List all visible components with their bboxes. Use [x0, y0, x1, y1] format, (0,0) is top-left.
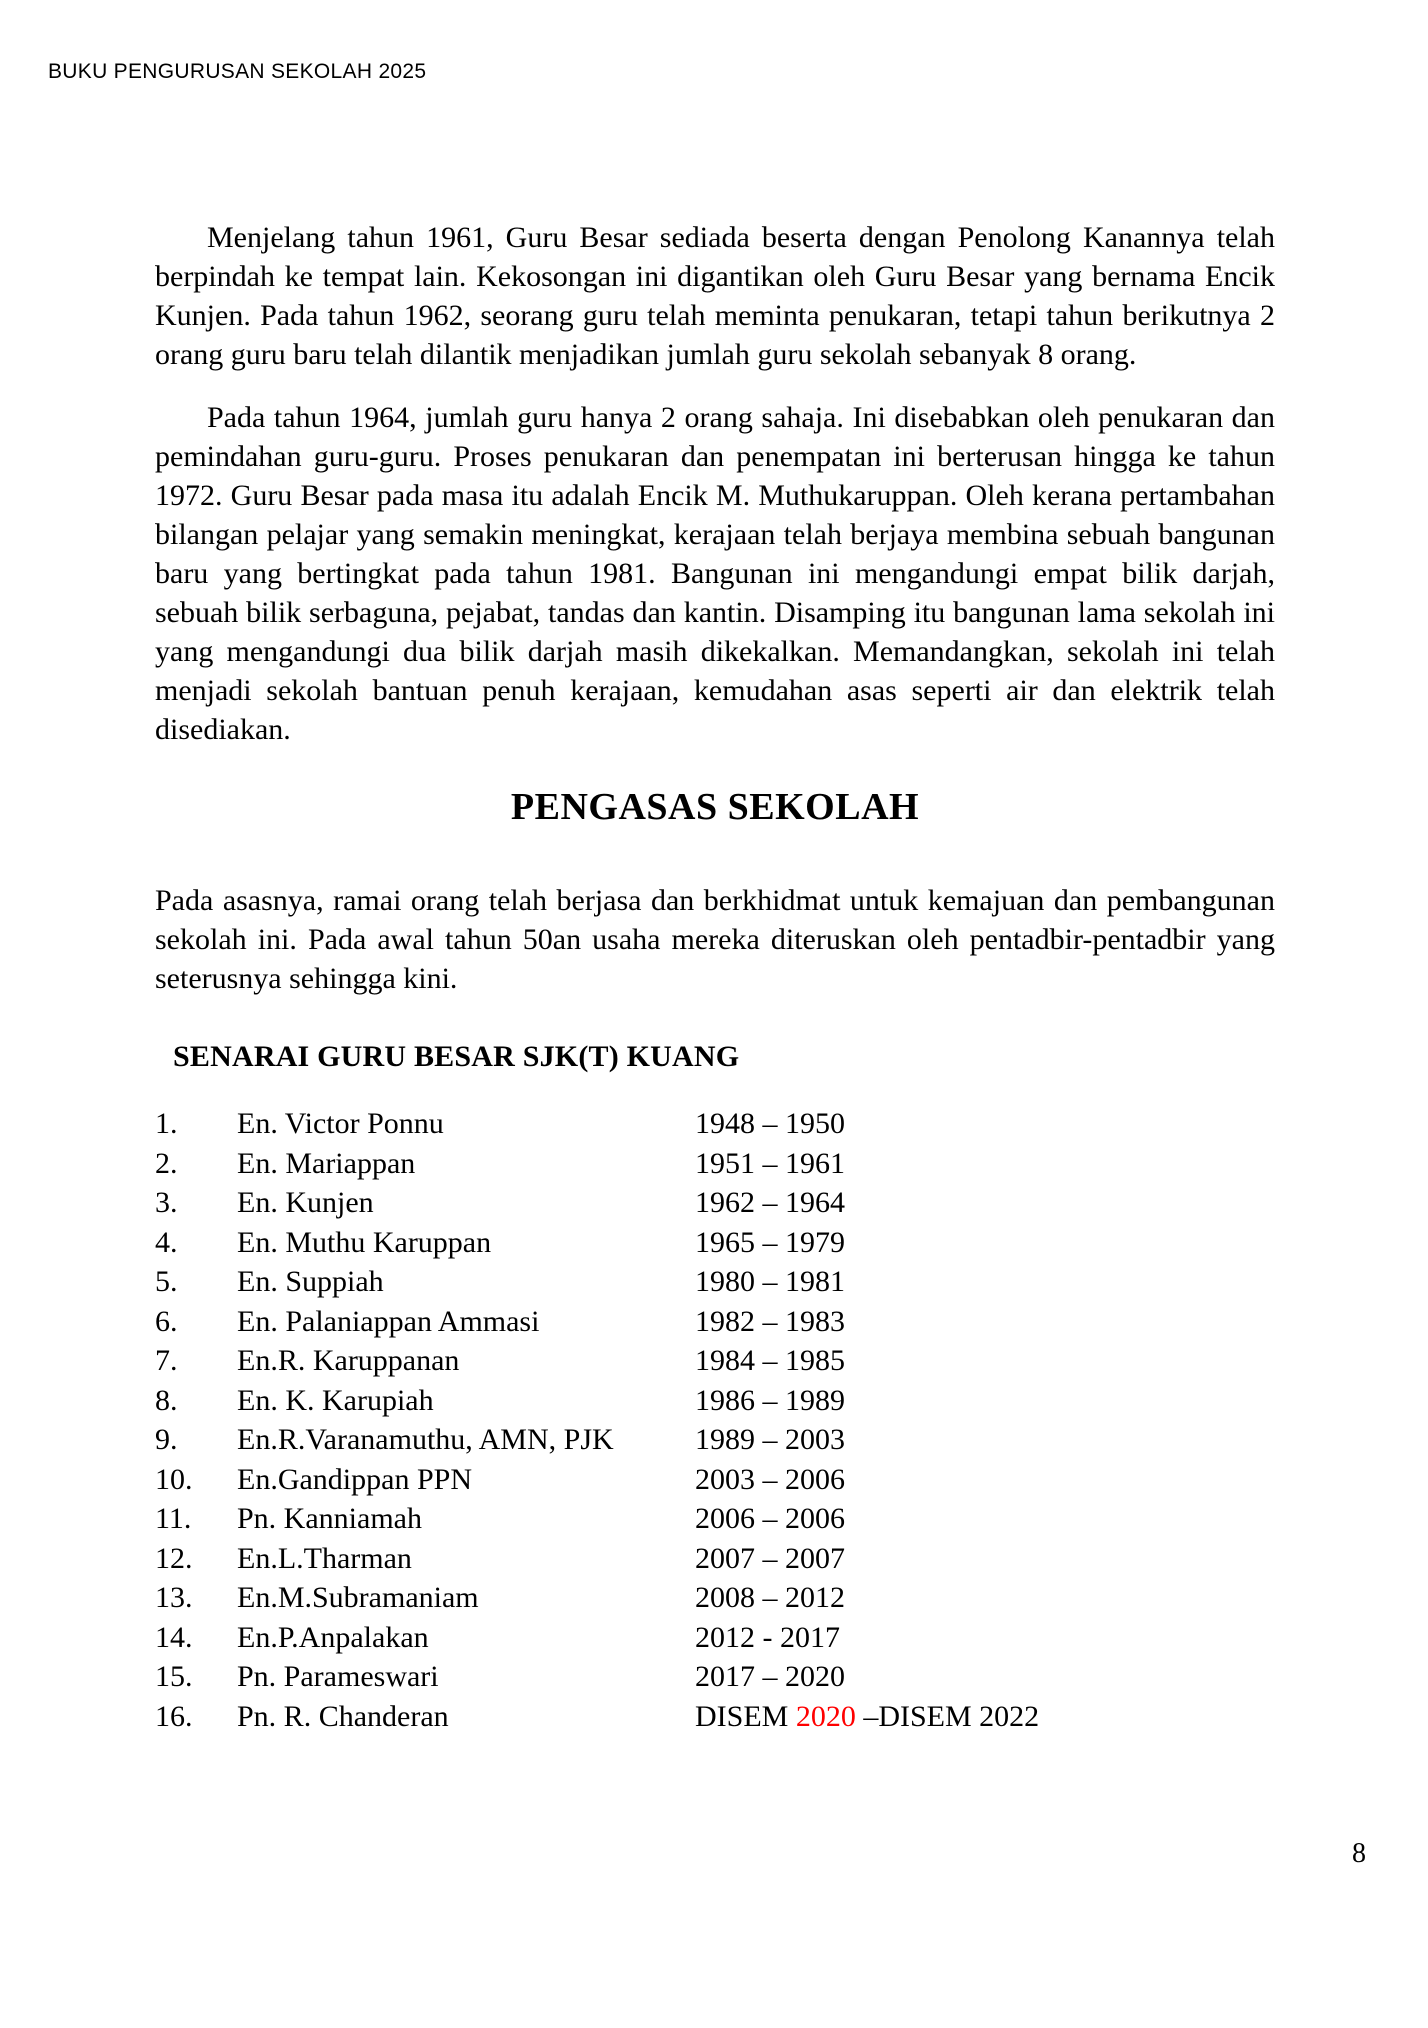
roster-row-name: En.P.Anpalakan	[237, 1620, 429, 1654]
table-row	[155, 1697, 1275, 1737]
headmaster-roster-table	[155, 1104, 1275, 1736]
roster-row-index: 4.	[155, 1225, 178, 1259]
roster-row-years: 1965 – 1979	[695, 1225, 845, 1259]
body-paragraph-1: Menjelang tahun 1961, Guru Besar sediada beserta dengan Penolong Kanannya telah berpindah ke tempat lain. Kekosongan ini digantikan oleh Guru Besar yang bernama Encik Kunjen. Pada tahun 1962, seorang guru telah meminta penukaran, tetapi tahun berikutnya 2 orang guru baru telah dilantik menjadikan jumlah guru sekolah sebanyak 8 orang.	[155, 221, 1275, 371]
table-row	[155, 1104, 1275, 1144]
roster-row-years: 2017 – 2020	[695, 1660, 845, 1693]
table-row	[155, 1144, 1275, 1184]
roster-row-years: 1948 – 1950	[695, 1107, 845, 1140]
table-row	[155, 1539, 1275, 1579]
roster-row-index: 3.	[155, 1186, 178, 1219]
roster-row-name: En.Gandippan PPN	[237, 1462, 472, 1496]
roster-row-years: 1962 – 1964	[695, 1186, 845, 1219]
roster-row-years: 1982 – 1983	[695, 1304, 845, 1338]
roster-row-years: 1986 – 1989	[695, 1383, 845, 1417]
roster-row-name: En. Kunjen	[237, 1186, 374, 1219]
roster-row-years: 1951 – 1961	[695, 1146, 845, 1180]
table-row	[155, 1262, 1275, 1302]
table-row	[155, 1223, 1275, 1263]
page-content	[155, 218, 1275, 1736]
roster-row-index: 15.	[155, 1660, 193, 1693]
roster-row-name: En.M.Subramaniam	[237, 1581, 479, 1614]
roster-row-index: 12.	[155, 1541, 193, 1575]
roster-heading: SENARAI GURU BESAR SJK(T) KUANG	[173, 1040, 740, 1073]
section-paragraph: Pada asasnya, ramai orang telah berjasa dan berkhidmat untuk kemajuan dan pembangunan sekolah ini. Pada awal tahun 50an usaha mereka diteruskan oleh pentadbir-pentadbir yang seterusnya sehingga kini.	[155, 884, 1275, 995]
table-row	[155, 1618, 1275, 1658]
roster-row-name: En. Muthu Karuppan	[237, 1225, 492, 1259]
roster-row-index: 1.	[155, 1107, 178, 1140]
table-row	[155, 1381, 1275, 1421]
table-row	[155, 1578, 1275, 1618]
roster-row-index: 2.	[155, 1146, 178, 1180]
roster-body	[155, 1104, 1275, 1736]
roster-row-years: 1989 – 2003	[695, 1423, 845, 1456]
roster-row-years: 2012 - 2017	[695, 1620, 840, 1654]
section-heading-pengasas-sekolah: PENGASAS SEKOLAH	[510, 786, 920, 828]
page-number: 8	[1352, 1838, 1366, 1869]
roster-years-segment: –DISEM 2022	[855, 1699, 1040, 1733]
roster-row-name: En. Palaniappan Ammasi	[237, 1304, 540, 1338]
roster-row-index: 9.	[155, 1423, 178, 1456]
roster-row-years: 2008 – 2012	[695, 1581, 845, 1614]
roster-row-name: Pn. R. Chanderan	[237, 1699, 449, 1733]
roster-row-years: 2006 – 2006	[695, 1502, 845, 1535]
roster-row-index: 8.	[155, 1383, 178, 1417]
table-row	[155, 1499, 1275, 1539]
table-row	[155, 1302, 1275, 1342]
roster-row-name: En. Victor Ponnu	[237, 1107, 444, 1140]
roster-row-name: En. Mariappan	[237, 1146, 416, 1180]
roster-row-index: 16.	[155, 1699, 193, 1733]
roster-row-name: En.L.Tharman	[237, 1541, 412, 1575]
table-row	[155, 1183, 1275, 1223]
roster-row-years: 1984 – 1985	[695, 1344, 845, 1377]
roster-row-index: 6.	[155, 1304, 178, 1338]
roster-row-name: En.R. Karuppanan	[237, 1344, 460, 1377]
roster-row-name: Pn. Kanniamah	[237, 1502, 422, 1535]
roster-row-years	[695, 1697, 1275, 1737]
roster-row-years: 1980 – 1981	[695, 1265, 845, 1298]
roster-row-index: 5.	[155, 1265, 178, 1298]
roster-row-name: En. Suppiah	[237, 1265, 384, 1298]
roster-row-name: Pn. Parameswari	[237, 1660, 439, 1693]
roster-row-name: En.R.Varanamuthu, AMN, PJK	[237, 1423, 614, 1456]
roster-row-years: 2007 – 2007	[695, 1541, 845, 1575]
table-row	[155, 1657, 1275, 1697]
roster-row-index: 7.	[155, 1344, 178, 1377]
roster-row-name: En. K. Karupiah	[237, 1383, 434, 1417]
running-head: BUKU PENGURUSAN SEKOLAH 2025	[48, 60, 427, 83]
table-row	[155, 1460, 1275, 1500]
roster-years-segment: DISEM	[695, 1699, 796, 1733]
roster-row-index: 13.	[155, 1581, 193, 1614]
roster-row-index: 11.	[155, 1502, 192, 1535]
table-row	[155, 1341, 1275, 1381]
roster-row-index: 10.	[155, 1462, 193, 1496]
roster-row-index: 14.	[155, 1620, 193, 1654]
body-paragraph-2: Pada tahun 1964, jumlah guru hanya 2 orang sahaja. Ini disebabkan oleh penukaran dan pemindahan guru-guru. Proses penukaran dan penempatan ini berterusan hingga ke tahun 1972. Guru Besar pada masa itu adalah Encik M. Muthukaruppan. Oleh kerana pertambahan bilangan pelajar yang semakin meningkat, kerajaan telah berjaya membina sebuah bangunan baru yang bertingkat pada tahun 1981. Bangunan ini mengandungi empat bilik darjah, sebuah bilik serbaguna, pejabat, tandas dan kantin. Disamping itu bangunan lama sekolah ini yang mengandungi dua bilik darjah masih dikekalkan. Memandangkan, sekolah ini telah menjadi sekolah bantuan penuh kerajaan, kemudahan asas seperti air dan elektrik telah disediakan.	[155, 401, 1275, 746]
table-row	[155, 1420, 1275, 1460]
roster-row-years: 2003 – 2006	[695, 1462, 845, 1496]
roster-years-segment: 2020	[795, 1699, 856, 1733]
